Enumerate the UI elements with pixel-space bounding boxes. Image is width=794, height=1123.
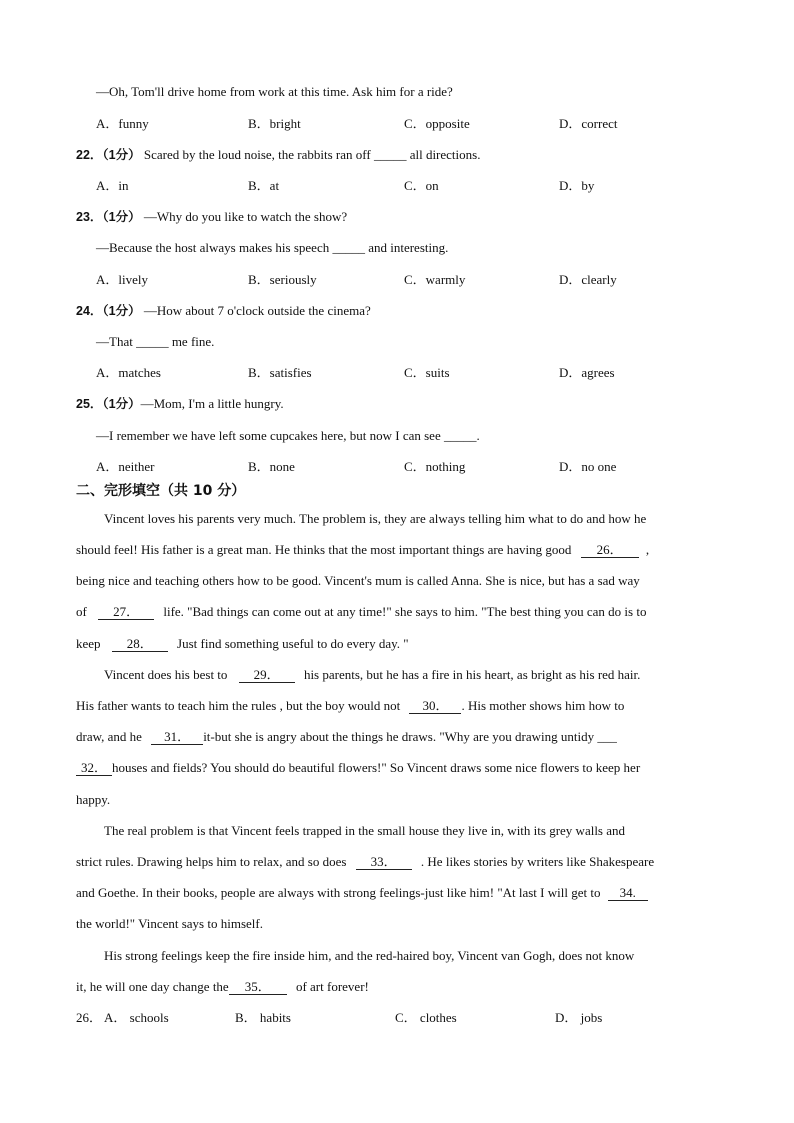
passage-line (76, 542, 649, 558)
passage-text: His father wants to teach him the rules , but the boy would not (76, 698, 401, 713)
passage-line: the world!" Vincent says to himself. (76, 916, 263, 931)
passage-text: life. "Bad things can come out at any time!" she says to him. "The best thing you can do is to (163, 604, 647, 619)
q21-option-c[interactable]: C．opposite (404, 116, 470, 131)
passage-line (76, 979, 369, 995)
passage-text: his parents, but he has a fire in his heart, as bright as his red hair. (303, 667, 641, 682)
passage-line (76, 760, 640, 776)
q22-number: 22．（1分） (76, 148, 141, 162)
q22-option-c[interactable]: C．on (404, 178, 439, 193)
q25-option-a[interactable]: A．neither (96, 459, 155, 474)
q23-number: 23．（1分） (76, 210, 141, 224)
q26-option-a[interactable]: A． schools (104, 1010, 169, 1025)
passage-line (76, 854, 654, 870)
blank-33[interactable]: 33． (356, 855, 412, 870)
blank-32[interactable]: 32． (76, 761, 112, 776)
q24-text: —How about 7 o'clock outside the cinema? (140, 303, 371, 318)
blank-28[interactable]: 28． (112, 637, 168, 652)
q24-option-c[interactable]: C．suits (404, 365, 450, 380)
q26-option-b[interactable]: B． habits (235, 1010, 291, 1025)
passage-text: of (76, 604, 87, 619)
q24-stem (76, 303, 371, 319)
passage-text: it, he will one day change the (76, 979, 229, 994)
blank-35[interactable]: 35． (229, 980, 287, 995)
q25-option-b[interactable]: B．none (248, 459, 295, 474)
q23-dialog: —Because the host always makes his speech _____ and interesting. (96, 240, 449, 255)
passage-text: and Goethe. In their books, people are always with strong feelings-just like him! "At last I will get to (76, 885, 601, 900)
passage-text: Just find something useful to do every day. " (177, 636, 409, 651)
q25-option-d[interactable]: D．no one (559, 459, 617, 474)
passage-line (76, 729, 617, 745)
blank-34[interactable]: 34. (608, 886, 648, 901)
passage-line: Vincent loves his parents very much. The problem is, they are always telling him what to do and how he (104, 511, 647, 526)
blank-30[interactable]: 30． (409, 699, 461, 714)
passage-line (76, 885, 648, 901)
passage-line (104, 667, 640, 683)
passage-text: . He likes stories by writers like Shakespeare (420, 854, 655, 869)
q23-option-c[interactable]: C．warmly (404, 272, 466, 287)
q21-dialog: —Oh, Tom'll drive home from work at this time. Ask him for a ride? (96, 84, 453, 99)
q21-option-a[interactable]: A．funny (96, 116, 149, 131)
passage-text: , (645, 542, 650, 557)
q21-option-b[interactable]: B．bright (248, 116, 301, 131)
q25-dialog: —I remember we have left some cupcakes here, but now I can see _____. (96, 428, 480, 443)
q24-option-d[interactable]: D．agrees (559, 365, 615, 380)
q26-option-d[interactable]: D． jobs (555, 1010, 603, 1025)
q23-text: —Why do you like to watch the show? (140, 209, 348, 224)
q23-option-b[interactable]: B．seriously (248, 272, 317, 287)
passage-text: it-but she is angry about the things he draws. "Why are you drawing untidy ___ (203, 729, 617, 744)
passage-text: should feel! His father is a great man. He thinks that the most important things are having good (76, 542, 572, 557)
q22-option-a[interactable]: A．in (96, 178, 129, 193)
passage-line: being nice and teaching others how to be good. Vincent's mum is called Anna. She is nice, but has a sad way (76, 573, 640, 588)
q24-option-b[interactable]: B．satisfies (248, 365, 312, 380)
q21-option-d[interactable]: D．correct (559, 116, 618, 131)
passage-line (76, 604, 646, 620)
q22-stem (76, 147, 480, 163)
passage-text: strict rules. Drawing helps him to relax, and so does (76, 854, 347, 869)
passage-text: . His mother shows him how to (461, 698, 625, 713)
q25-text: —Mom, I'm a little hungry. (140, 396, 284, 411)
q24-number: 24．（1分） (76, 304, 141, 318)
q23-stem (76, 209, 347, 225)
passage-line: His strong feelings keep the fire inside him, and the red-haired boy, Vincent van Gogh, does not know (104, 948, 635, 963)
q24-option-a[interactable]: A．matches (96, 365, 161, 380)
blank-31[interactable]: 31． (151, 730, 203, 745)
passage-text: Vincent does his best to (104, 667, 228, 682)
q23-option-a[interactable]: A．lively (96, 272, 148, 287)
blank-26[interactable]: 26． (581, 543, 639, 558)
q26-number: 26． (76, 1010, 103, 1025)
passage-text: of art forever! (295, 979, 369, 994)
passage-text: draw, and he (76, 729, 142, 744)
passage-text: keep (76, 636, 101, 651)
q25-number: 25．（1分） (76, 397, 141, 411)
q22-option-b[interactable]: B．at (248, 178, 280, 193)
q22-option-d[interactable]: D．by (559, 178, 595, 193)
passage-line: The real problem is that Vincent feels trapped in the small house they live in, with its grey walls and (104, 823, 626, 838)
q22-text: Scared by the loud noise, the rabbits ran off _____ all directions. (140, 147, 481, 162)
q24-dialog: —That _____ me fine. (96, 334, 215, 349)
passage-line: happy. (76, 792, 111, 807)
passage-line (76, 698, 624, 714)
q25-option-c[interactable]: C．nothing (404, 459, 466, 474)
q25-stem (76, 396, 284, 412)
passage-line (76, 636, 409, 652)
blank-27[interactable]: 27． (98, 605, 154, 620)
q23-option-d[interactable]: D．clearly (559, 272, 617, 287)
blank-29[interactable]: 29． (239, 668, 295, 683)
section-heading: 二、完形填空（共 10 分） (76, 483, 246, 499)
passage-text: houses and fields? You should do beautiful flowers!" So Vincent draws some nice flowers to keep her (112, 760, 641, 775)
q26-option-c[interactable]: C． clothes (395, 1010, 457, 1025)
